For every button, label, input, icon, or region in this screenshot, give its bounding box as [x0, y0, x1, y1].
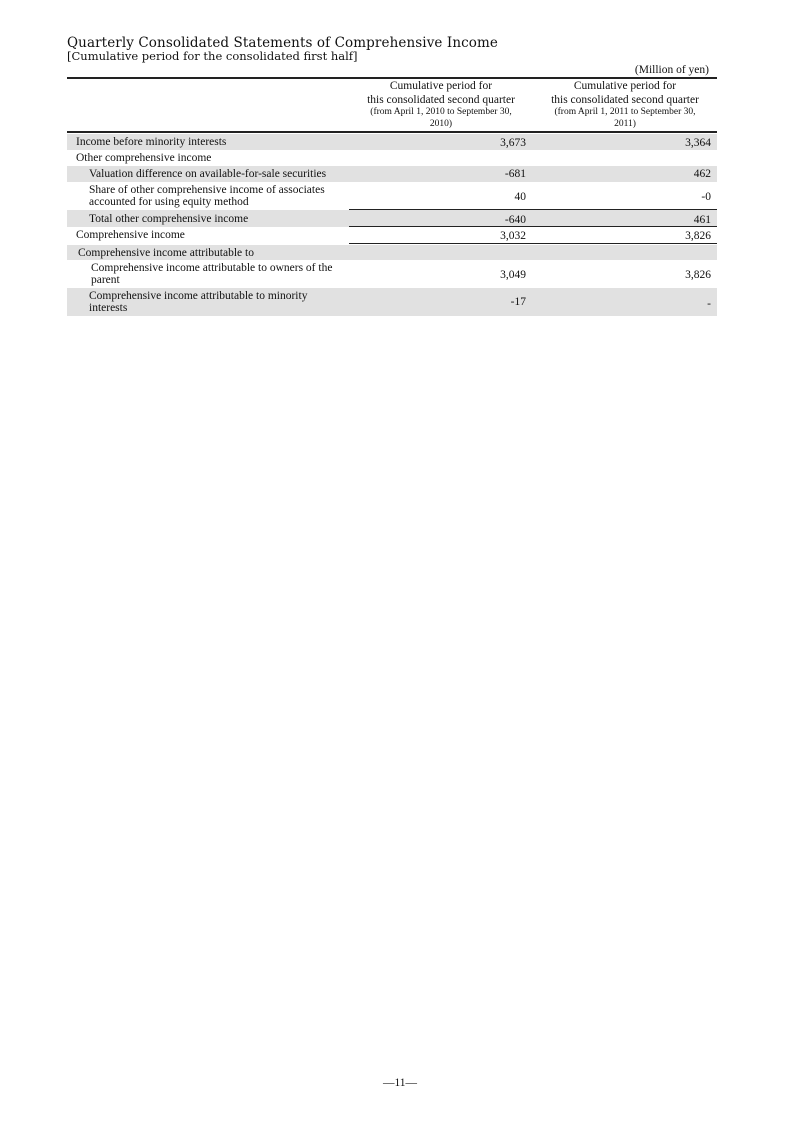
column-header-period: (from April 1, 2011 to September 30, [554, 107, 696, 117]
row-value-2011: 3,364 [685, 137, 711, 149]
header-divider [67, 131, 717, 133]
row-value-2011: 462 [693, 168, 711, 180]
row-label-line: parent [91, 274, 120, 286]
column-header-period: 2010) [429, 118, 453, 129]
table-row [67, 150, 717, 166]
table-row [67, 134, 717, 150]
column-header-line: this consolidated second quarter [551, 93, 699, 106]
row-value-2010: 3,673 [500, 137, 526, 149]
row-value-2011: 3,826 [685, 269, 711, 281]
row-value-2011: 461 [693, 214, 711, 226]
row-label: Other comprehensive income [76, 152, 212, 164]
row-label [91, 262, 371, 286]
table-row [67, 288, 717, 316]
row-label: Total other comprehensive income [89, 213, 249, 225]
table-row [67, 166, 717, 182]
row-label: Comprehensive income [76, 229, 185, 241]
row-value-2011: - [707, 298, 711, 310]
column-header-period: (from April 1, 2010 to September 30, [370, 107, 512, 117]
row-value-2010: 3,049 [500, 269, 526, 281]
row-label [89, 290, 369, 314]
row-label-line: Comprehensive income attributable to minority [89, 290, 308, 302]
row-label: Income before minority interests [76, 136, 227, 148]
comprehensive-income-table [67, 77, 717, 316]
row-value-2011: 3,826 [685, 230, 711, 242]
row-label: Valuation difference on available-for-sale securities [89, 168, 327, 180]
table-row [67, 182, 717, 210]
period-subtitle: [Cumulative period for the consolidated first half] [67, 49, 358, 63]
row-value-2010: 3,032 [500, 230, 526, 242]
column-header-period: 2011) [614, 118, 636, 129]
row-label-line: accounted for using equity method [89, 196, 249, 208]
row-label-line: Comprehensive income attributable to owners of the [91, 262, 333, 274]
column-header-line: this consolidated second quarter [367, 93, 515, 106]
row-label-line: Share of other comprehensive income of associates [89, 184, 325, 196]
row-value-2010: 40 [514, 191, 526, 203]
row-value-2011: -0 [701, 191, 711, 203]
page-number: ―11― [382, 1077, 418, 1089]
row-value-2010: -17 [510, 296, 526, 308]
table-row [67, 260, 717, 288]
row-label: Comprehensive income attributable to [78, 247, 254, 259]
unit-label: (Million of yen) [634, 64, 709, 76]
total-rule [349, 243, 717, 244]
row-value-2010: -640 [504, 214, 526, 226]
row-label-line: interests [89, 302, 128, 314]
row-label [89, 184, 369, 208]
page-title: Quarterly Consolidated Statements of Comprehensive Income [67, 35, 499, 51]
table-row [67, 227, 717, 244]
table-header [67, 77, 717, 132]
table-row [67, 245, 717, 260]
column-header-line: Cumulative period for [389, 80, 493, 92]
table-row [67, 210, 717, 227]
column-header-line: Cumulative period for [573, 80, 677, 92]
column-header-2010 [349, 80, 533, 130]
column-header-2011 [533, 80, 717, 130]
row-value-2010: -681 [504, 168, 526, 180]
